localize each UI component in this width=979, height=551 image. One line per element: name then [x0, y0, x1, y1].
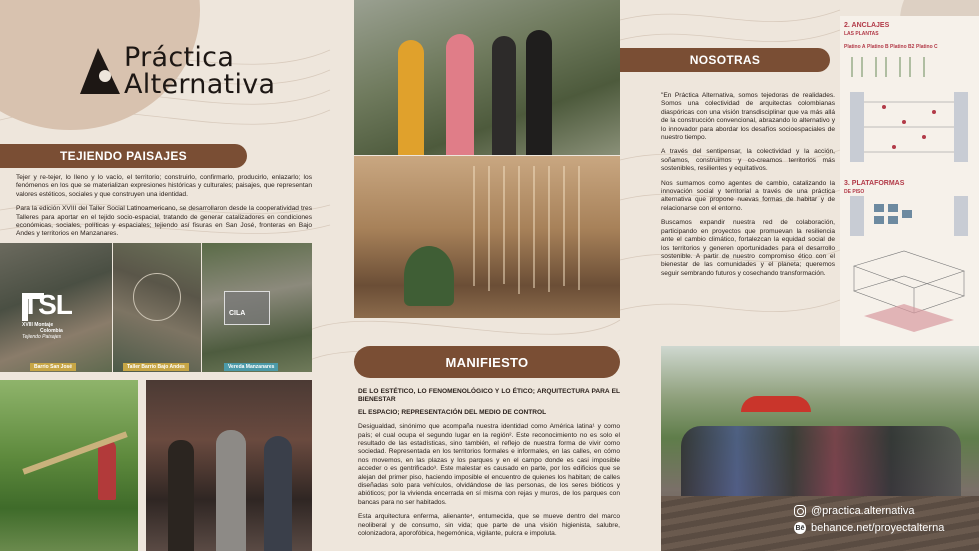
tsl-title: TSL [22, 289, 72, 320]
nosotras-body [661, 92, 835, 284]
instagram-text: @practica.alternativa [811, 505, 915, 517]
diagram-sub-anclajes: LAS PLANTAS [844, 31, 879, 37]
logo-icon [78, 46, 122, 96]
woman-4 [526, 30, 552, 155]
platino-b: Platino B [867, 44, 889, 50]
nosotras-p1: "En Práctica Alternativa, somos tejedoras de realidades. Somos una colectividad de arquitectas colombianas diaspóricas con una visión transdisciplinar que va más allá de la construcción convencional, abrazando lo alternativo y lo innovador para abordar los desafíos socioespaciales de nuestro tiempo. [661, 92, 835, 142]
person-2 [216, 430, 246, 551]
tsl-sub2: Colombia [40, 328, 63, 334]
woman-2 [446, 34, 474, 155]
aerial-photo-1 [0, 243, 112, 372]
tejiendo-body [16, 174, 312, 245]
platino-c: Platino C [916, 44, 938, 50]
brand-name-line1: Práctica [124, 42, 235, 73]
court-circle [133, 273, 181, 321]
aerial-photo-2 [113, 243, 201, 372]
instagram-icon [794, 505, 806, 517]
installation-photo [354, 156, 620, 318]
tsl-sub1: XVIII Montaje [22, 322, 54, 328]
person-3 [264, 436, 292, 551]
behance-handle[interactable] [794, 522, 944, 534]
platino-b2: Platino B2 [890, 44, 915, 50]
manifiesto-body [358, 388, 620, 545]
red-canopy [741, 396, 811, 412]
crowd [681, 426, 961, 496]
plataformas-drawing [844, 196, 974, 336]
woman-1 [398, 40, 424, 155]
anclajes-drawing [844, 52, 974, 172]
plant-pot [404, 246, 454, 306]
tejiendo-p1: Tejer y re-tejer, lo lleno y lo vacío, el territorio; construirlo, confirmarlo, producirlo, enlazarlo; los fenómenos en los que se materializan expresiones históricas y culturales; paisajes, que representan valores estéticos, sociales y que construyen una identidad. [16, 174, 312, 198]
behance-text: behance.net/proyectalterna [811, 522, 945, 534]
tejiendo-p2: Para la edición XVIII del Taller Social Latinoamericano, se desarrollaron desde la cooperatividad tres Talleres para aportar en el tejido socio-espacial, tratando de generar catalizadores en condiciones económicas, sociales, políticas y espaciales; tejiendo así fisuras en San José, fronteras en Bajo Andes y territorios en Manzanares. [16, 205, 312, 238]
hanging-threads [464, 166, 604, 306]
diagram-panel [840, 16, 979, 346]
nosotras-p2: A través del sentipensar, la colectividad y la acción, soñamos, construimos y co-creamos territorios más sostenibles, resilientes y equitativos. [661, 148, 835, 173]
person-1 [168, 440, 194, 551]
diagram-sub-plataformas: DE PISO [844, 189, 865, 195]
manifiesto-p1: Desigualdad, sinónimo que acompaña nuestra identidad como América latina¹ y como país; el cual ocupa el segundo lugar en la región². Este reconocimiento no es solo el resultado de las estadísticas, sino también, el reflejo de nuestra forma de vivir como sociedad. Representada en los territorios formales e informales, en las calles, en cómo nos movemos, en las plazas y los parques y en el campo donde es casi imposible acceder o es gentrificado³. Este malestar es causado en parte, por los edificios que se alejan del primer piso, haciendo imposible el encuentro de quienes los habitan; de calles diseñadas solo para vehículos, olvidándose de las personas, de los seres bióticos y abióticos; por la vivienda encerrada en sí misma con rejas y muros, de los parques con bancas para no ser habitados. [358, 423, 620, 506]
manifiesto-heading2: EL ESPACIO; REPRESENTACIÓN DEL MEDIO DE CONTROL [358, 408, 547, 416]
cila-badge [224, 291, 270, 325]
community-photo [661, 346, 979, 551]
diagram-title-plataformas: 3. PLATAFORMAS [844, 180, 905, 187]
brand-name-line2: Alternativa [124, 69, 276, 100]
platino-a: Platino A [844, 44, 866, 50]
instagram-handle[interactable] [794, 505, 915, 517]
diagram-title-anclajes: 2. ANCLAJES [844, 22, 890, 29]
cila-label: CILA [229, 310, 246, 317]
nosotras-p4: Buscamos expandir nuestra red de colaboración, participando en proyectos que promuevan la resiliencia ante el cambio climático, fortalezcan la equidad social de los territorios y generen oportunidades para el desarrollo sostenible. A partir de nuestro compromiso ético con el bienestar de las comunidades y el planeta; queremos seguir sembrando futuros y cosechando transformación. [661, 219, 835, 277]
map-label-san-jose: Barrio San José [30, 363, 76, 371]
group-photo [354, 0, 620, 155]
nosotras-p3: Nos sumamos como agentes de cambio, catalizando la innovación social y territorial a través de una práctica alternativa que propone nuevas formas de habitar y de relacionarse con el entorno. [661, 179, 835, 212]
workshop-photo [146, 380, 312, 551]
manifiesto-heading1: DE LO ESTÉTICO, LO FENOMENOLÓGICO Y LO ÉTICO; ARQUITECTURA PARA EL BIENESTAR [358, 388, 620, 404]
tejiendo-title: TEJIENDO PAISAJES [0, 144, 247, 168]
woman-3 [492, 36, 516, 155]
tsl-sub3: Tejiendo Paisajes [22, 334, 62, 340]
nosotras-title: NOSOTRAS [620, 48, 830, 72]
manifiesto-p2: Esta arquitectura enferma, alienante⁴, entumecida, que se mueve dentro del marco neoliberal y de consumo, sin vida; que parte de una visión higienista, salubre, colonizadora, aporofóbica, hegemónica, vigilante, pulcra e impoluta. [358, 513, 620, 538]
aerial-photo-3 [202, 243, 312, 372]
map-label-manzanares: Vereda Manzanares [224, 363, 278, 371]
map-label-bajo-andes: Taller Barrio Bajo Andes [123, 363, 189, 371]
banana-field-photo [0, 380, 138, 551]
behance-icon: Bē [794, 522, 806, 534]
manifiesto-title: MANIFIESTO [354, 346, 620, 378]
worker-figure [98, 440, 116, 500]
